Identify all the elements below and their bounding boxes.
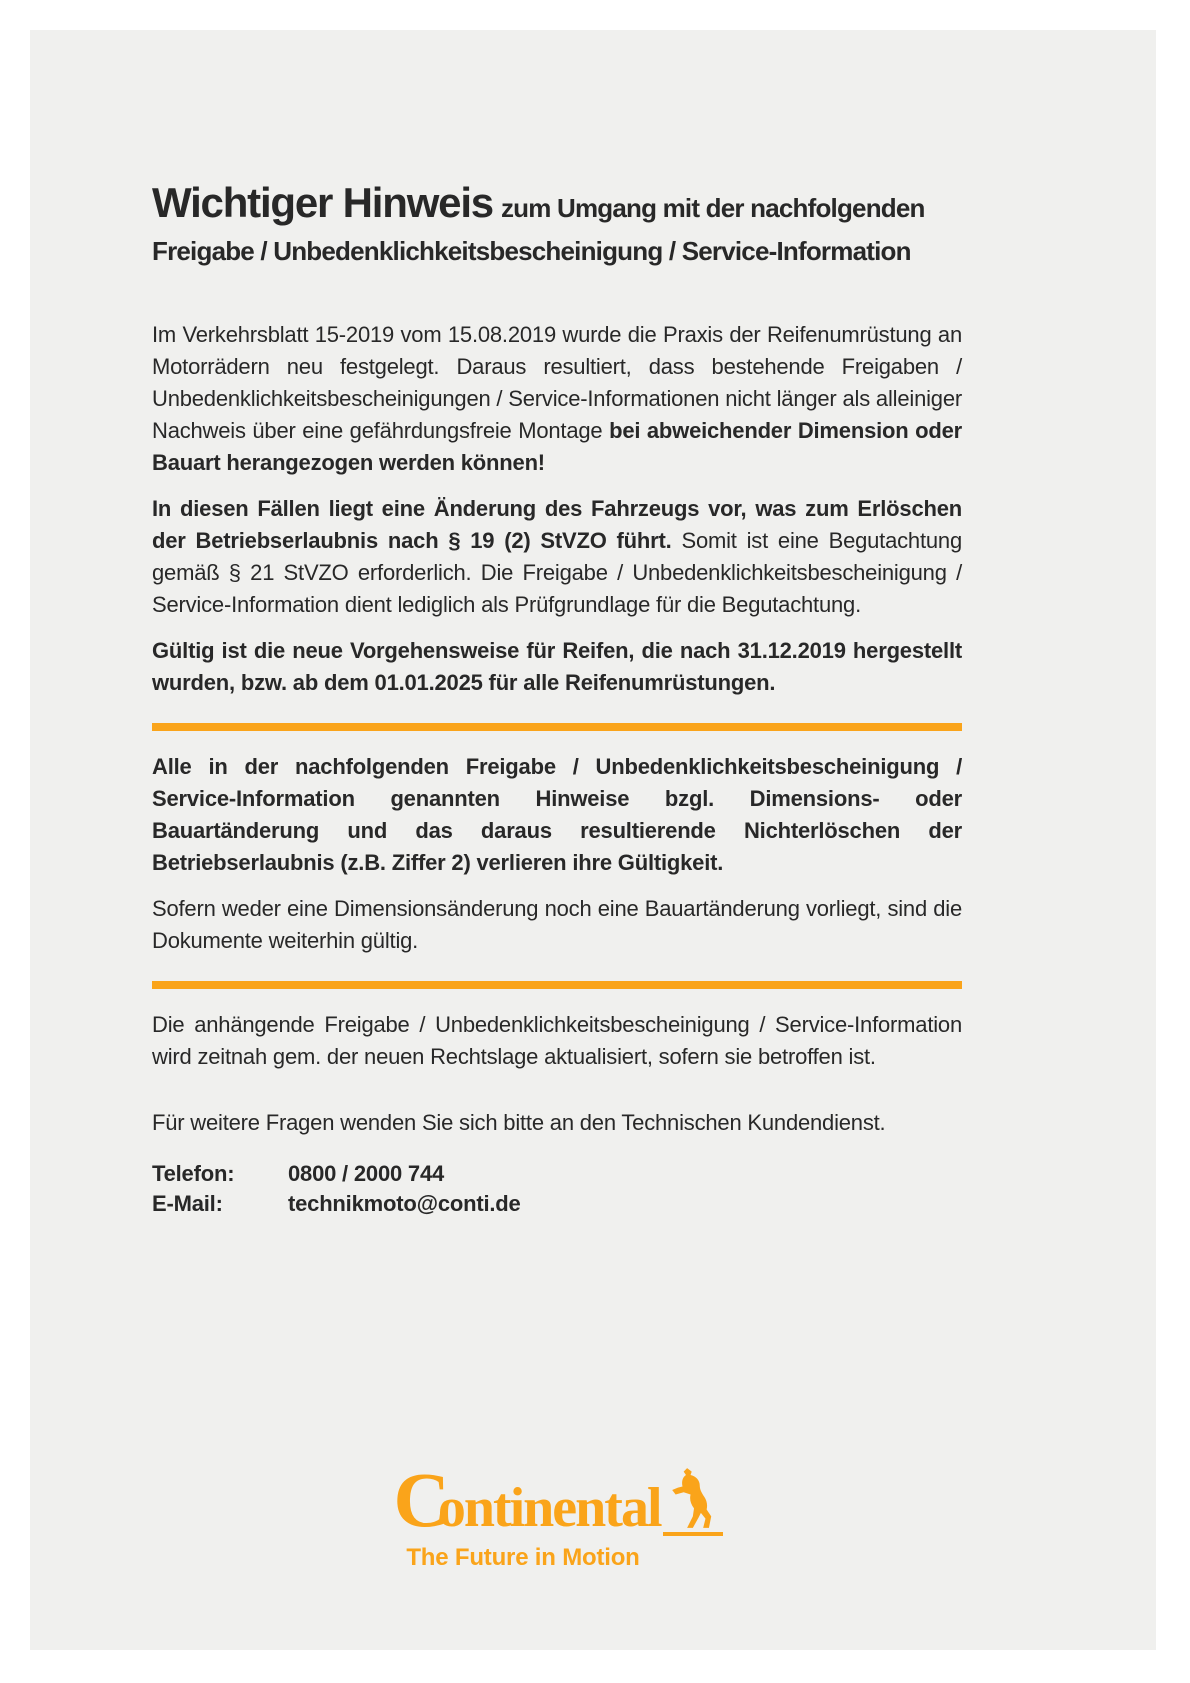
- page-title-suffix: zum Umgang mit der nachfolgenden: [500, 193, 925, 223]
- paragraph: Im Verkehrsblatt 15-2019 vom 15.08.2019 wurde die Praxis der Reifenumrüstung an Motorrädern neu festgelegt. Daraus resultiert, dass bestehende Freigaben / Unbedenklichkeitsbescheinigungen / Service-Informationen nicht länger als alleiniger Nachweis über eine gefährdungsfreie Montage bei abweichender Dimension oder Bauart herangezogen werden können!: [152, 322, 962, 476]
- brand-wordmark-initial: C: [393, 1456, 448, 1544]
- contact-label: Telefon:: [152, 1161, 235, 1187]
- paragraph: Sofern weder eine Dimensionsänderung noch eine Bauartänderung vorliegt, sind die Dokumente weiterhin gültig.: [152, 896, 962, 954]
- brand-logo: [152, 1456, 962, 1572]
- document-card: [30, 30, 1156, 1650]
- paragraph: Für weitere Fragen wenden Sie sich bitte an den Technischen Kundendienst.: [152, 1110, 886, 1136]
- brand-tagline: The Future in Motion: [406, 1544, 640, 1572]
- page-title-large: Wichtiger Hinweis: [152, 179, 493, 226]
- page-title: [152, 180, 962, 225]
- body-blocks: [152, 319, 962, 1139]
- contact-row: [152, 1189, 962, 1219]
- contact-label: E-Mail:: [152, 1191, 223, 1217]
- contact-value: technikmoto@conti.de: [288, 1191, 521, 1217]
- paragraph: Die anhängende Freigabe / Unbedenklichkeitsbescheinigung / Service-Information wird zeitnah gem. der neuen Rechtslage aktualisiert, sofern sie betroffen ist.: [152, 1012, 962, 1070]
- contact-row: [152, 1159, 962, 1189]
- contact-block: [152, 1159, 962, 1219]
- brand-wordmark: [393, 1456, 661, 1544]
- brand-wordmark-rest: ontinental: [437, 1477, 661, 1540]
- orange-divider: [152, 723, 962, 731]
- rearing-horse-icon: [667, 1467, 721, 1536]
- page-subtitle: Freigabe / Unbedenklichkeitsbescheinigung / Service-Information: [152, 236, 911, 267]
- orange-divider: [152, 981, 962, 989]
- logo-underline: [663, 1532, 723, 1536]
- document-content: [152, 180, 962, 1572]
- paragraph: Gültig ist die neue Vorgehensweise für Reifen, die nach 31.12.2019 hergestellt wurden, bzw. ab dem 01.01.2025 für alle Reifenumrüstungen.: [152, 638, 962, 696]
- brand-logo-row: [393, 1456, 720, 1544]
- contact-value: 0800 / 2000 744: [288, 1161, 445, 1187]
- paragraph: Alle in der nachfolgenden Freigabe / Unbedenklichkeitsbescheinigung / Service-Information genannten Hinweise bzgl. Dimensions- oder Bauartänderung und das daraus resultierende Nichterlöschen der Betriebserlaubnis (z.B. Ziffer 2) verlieren ihre Gültigkeit.: [152, 754, 962, 876]
- paragraph: In diesen Fällen liegt eine Änderung des Fahrzeugs vor, was zum Erlöschen der Betriebserlaubnis nach § 19 (2) StVZO führt. Somit ist eine Begutachtung gemäß § 21 StVZO erforderlich. Die Freigabe / Unbedenklichkeitsbescheinigung / Service-Information dient lediglich als Prüfgrundlage für die Begutachtung.: [152, 496, 962, 618]
